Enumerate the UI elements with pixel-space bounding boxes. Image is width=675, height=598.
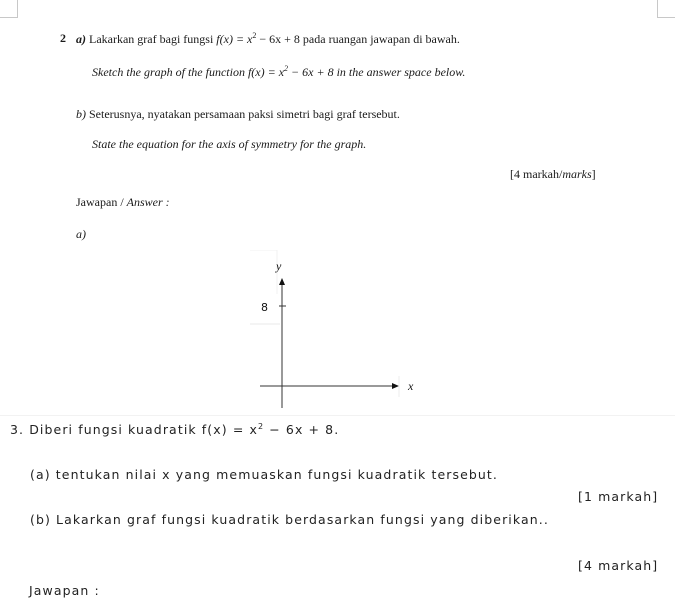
q2-answer-part-a: a)	[76, 227, 86, 241]
q2-part-a-malay	[76, 31, 460, 47]
q2-part-a-english-after: in the answer space below.	[336, 65, 466, 79]
x-axis-label: x	[408, 379, 414, 393]
q3-answer-label: Jawapan :	[29, 583, 100, 598]
q2-part-b-malay	[76, 107, 400, 122]
y-axis-label: y	[276, 259, 282, 273]
y-tick-label: 8	[261, 301, 268, 314]
q3-intro	[10, 422, 339, 437]
q2-answer-label-english: Answer :	[126, 195, 170, 209]
q2-part-a-malay-func-tail: − 6x + 8	[256, 32, 300, 46]
q2-part-b-english: State the equation for the axis of symmetry for the graph.	[92, 137, 367, 151]
q2-part-a-english-func: f(x) = x	[247, 65, 285, 79]
coordinate-axes	[250, 250, 430, 410]
q2-part-a-malay-before: Lakarkan graf bagi fungsi	[89, 32, 214, 46]
q2-part-b-label: b)	[76, 107, 86, 121]
q3-intro-tail: − 6x + 8.	[264, 422, 340, 438]
q2-part-a-english-exponent: 2	[284, 64, 289, 73]
q2-part-a-malay-after: pada ruangan jawapan di bawah.	[302, 32, 460, 46]
q3-part-a-marks: [1 markah]	[578, 489, 659, 504]
q2-part-a-malay-exponent: 2	[252, 31, 257, 40]
section-divider	[0, 415, 675, 416]
scan-corner-left	[0, 0, 18, 18]
scan-corner-right	[657, 0, 675, 18]
q2-part-b-malay-text: Seterusnya, nyatakan persamaan paksi simetri bagi graf tersebut.	[89, 107, 400, 121]
q3-exponent: 2	[257, 422, 265, 431]
x-axis-arrow-icon	[392, 383, 399, 389]
q2-part-a-english-before: Sketch the graph of the function	[92, 65, 245, 79]
q2-marks-italic: marks	[562, 167, 592, 181]
q2-answer-label	[76, 195, 170, 210]
q2-marks-suffix: ]	[591, 167, 596, 181]
q2-part-a-label: a)	[76, 32, 86, 46]
q2-part-a-english	[92, 64, 465, 80]
q3-part-b: (b) Lakarkan graf fungsi kuadratik berdasarkan fungsi yang diberikan..	[30, 512, 549, 527]
question-number: 2	[60, 31, 66, 45]
q2-marks	[510, 167, 596, 182]
q2-part-a-malay-func: f(x) = x	[216, 32, 253, 46]
y-axis-arrow-icon	[279, 278, 285, 285]
q2-marks-prefix: [4 markah/	[510, 167, 563, 181]
q2-part-a-english-func-tail: − 6x + 8	[288, 65, 334, 79]
q3-intro-text: 3. Diberi fungsi kuadratik f(x) = x	[10, 422, 258, 438]
q3-part-a: (a) tentukan nilai x yang memuaskan fungsi kuadratik tersebut.	[30, 467, 499, 482]
q2-answer-label-malay: Jawapan /	[76, 195, 127, 209]
q3-part-b-marks: [4 markah]	[578, 558, 659, 573]
